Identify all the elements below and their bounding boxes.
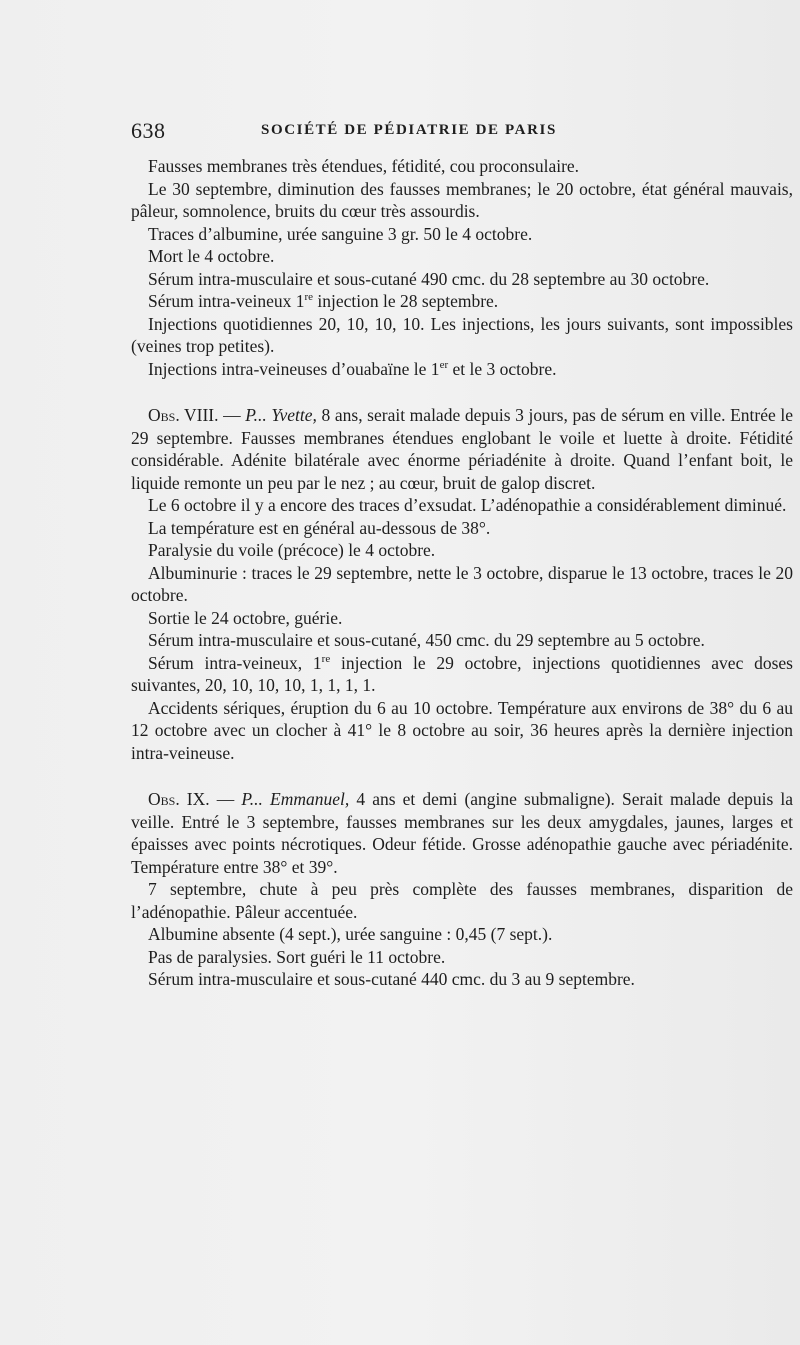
paragraph: Le 6 octobre il y a encore des traces d’exsudat. L’adénopathie a considérablement diminué. (148, 495, 787, 515)
dash: — (209, 789, 242, 809)
paragraph: Injections quotidiennes 20, 10, 10, 10. Les injections, les jours suivants, sont impossibles (veines trop petites). (131, 313, 793, 356)
observation-heading-paragraph (131, 404, 793, 494)
paragraph (131, 358, 793, 381)
paragraph: Mort le 4 octobre. (148, 246, 275, 266)
paragraph: Sérum intra-musculaire et sous-cutané 440 cmc. du 3 au 9 septembre. (148, 969, 635, 989)
text-run: Sérum intra-veineux, 1 (148, 652, 322, 673)
paragraph: Sérum intra-musculaire et sous-cutané 490 cmc. du 28 septembre au 30 octobre. (148, 268, 710, 289)
dash: — (218, 405, 246, 425)
observation-9 (131, 788, 793, 991)
observation-heading-paragraph (131, 788, 793, 878)
paragraph: Albuminurie : traces le 29 septembre, nette le 3 octobre, disparue le 13 octobre, traces le 20 octobre. (131, 562, 793, 605)
page-number: 638 (131, 118, 166, 143)
patient-name: P... Yvette, (245, 405, 317, 425)
page-header (131, 118, 786, 148)
observation-intro: 8 ans, serait malade depuis 3 jours, pas de sérum en ville. Entrée le 29 septembre. Fausses membranes étendues englobant le voile et luette à droite. Fétidité considérable. Adénite bilatérale avec énorme périadénite à droite. Quand l’enfant boit, le liquide remonte un peu par le nez ; au cœur, bruit de galop discret. (131, 405, 794, 493)
paragraph: Pas de paralysies. Sort guéri le 11 octobre. (148, 946, 446, 967)
paragraph: Traces d’albumine, urée sanguine 3 gr. 50 le 4 octobre. (148, 223, 533, 244)
text-run: injection le 28 septembre. (313, 291, 499, 311)
text-run: Injections intra-veineuses d’ouabaïne le 1 (148, 358, 440, 379)
patient-name: P... Emmanuel, (241, 789, 350, 809)
observation-8 (131, 404, 793, 764)
running-head: SOCIÉTÉ DE PÉDIATRIE DE PARIS (261, 122, 557, 138)
paragraph: Sérum intra-musculaire et sous-cutané, 450 cmc. du 29 septembre au 5 octobre. (148, 630, 705, 650)
text-run: et le 3 octobre. (448, 358, 557, 379)
paragraph: La température est en général au-dessous de 38°. (148, 517, 491, 538)
paragraph: Paralysie du voile (précoce) le 4 octobre. (148, 540, 436, 560)
text-run: Sérum intra-veineux 1 (148, 291, 305, 311)
paragraph (131, 290, 793, 313)
paragraph: Sortie le 24 octobre, guérie. (148, 607, 343, 628)
observation-intro: 4 ans et demi (angine submaligne). Serait malade depuis la veille. Entré le 3 septembre, fausses membranes sur les deux amygdales, jaunes, larges et épaisses avec points nécrotiques. Odeur fétide. Grosse adénopathie gauche avec périadénite. Température entre 38° et 39°. (131, 789, 794, 877)
paragraph: Albumine absente (4 sept.), urée sanguine : 0,45 (7 sept.). (148, 924, 553, 944)
superscript: re (304, 291, 314, 304)
observation-label: Obs. VIII. (148, 405, 219, 425)
paragraph: Le 30 septembre, diminution des fausses membranes; le 20 octobre, état général mauvais, pâleur, somnolence, bruits du cœur très assourdis. (131, 178, 793, 221)
paragraph: Accidents sériques, éruption du 6 au 10 octobre. Température aux environs de 38° du 6 au 12 octobre avec un clocher à 41° le 8 octobre au soir, 36 heures après la dernière injection intra-veineuse. (131, 697, 793, 763)
paragraph: 7 septembre, chute à peu près complète des fausses membranes, disparition de l’adénopathie. Pâleur accentuée. (131, 879, 793, 922)
paragraph (131, 652, 793, 697)
superscript: er (439, 358, 449, 371)
body-text (131, 155, 793, 991)
text-run: injection le 29 octobre, injections quotidiennes avec doses suivantes, 20, 10, 10, 10, 1, 1, 1, 1. (131, 652, 793, 695)
paragraph: Fausses membranes très étendues, fétidité, cou proconsulaire. (148, 156, 580, 176)
superscript: re (321, 652, 331, 665)
observation-label: Obs. IX. (148, 789, 210, 809)
